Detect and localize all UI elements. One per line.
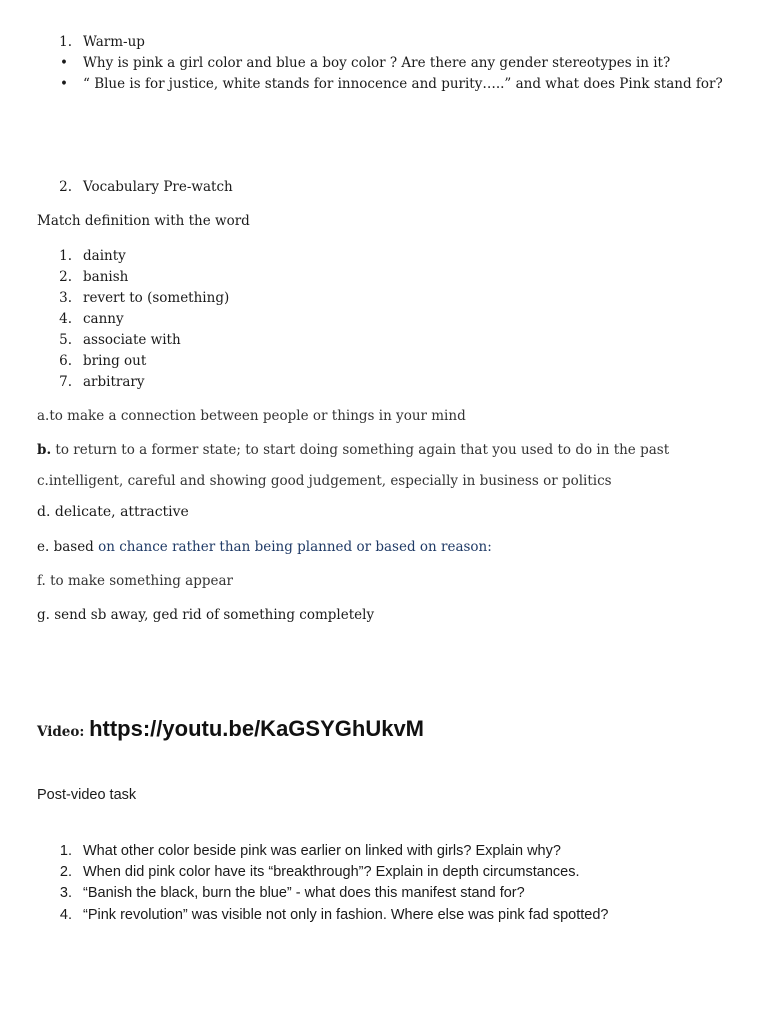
vocab-word: revert to (something) <box>83 290 230 306</box>
warmup-heading: Warm-up <box>83 34 145 50</box>
definition-e-text: on chance rather than being planned or based on reason: <box>98 539 492 555</box>
definition-f: f. to make something appear <box>37 573 233 589</box>
list-number: 1. <box>59 248 72 264</box>
definition-g: g. send sb away, ged rid of something completely <box>37 607 375 623</box>
vocab-word: dainty <box>83 248 126 264</box>
list-number: 2. <box>59 864 72 880</box>
list-number: 3. <box>59 885 72 901</box>
video-line <box>37 716 424 743</box>
list-number: 7. <box>59 374 72 390</box>
bullet-icon: • <box>60 76 68 92</box>
video-link[interactable]: https://youtu.be/KaGSYGhUkvM <box>89 716 425 741</box>
vocab-heading: Vocabulary Pre-watch <box>83 179 233 195</box>
post-video-heading: Post-video task <box>37 787 137 803</box>
list-number: 4. <box>59 311 72 327</box>
question-text: When did pink color have its “breakthrough”? Explain in depth circumstances. <box>83 864 580 880</box>
vocab-word: associate with <box>83 332 181 348</box>
warmup-question-2: “ Blue is for justice, white stands for innocence and purity…..” and what does Pink stand for? <box>83 76 723 92</box>
list-number: 3. <box>59 290 72 306</box>
warmup-question-1: Why is pink a girl color and blue a boy color ? Are there any gender stereotypes in it? <box>83 55 671 71</box>
definition-d: d. delicate, attractive <box>37 504 189 520</box>
vocab-instruction: Match definition with the word <box>37 213 250 229</box>
definition-b-label: b. <box>37 442 52 458</box>
list-number: 5. <box>59 332 72 348</box>
list-number: 2. <box>59 269 72 285</box>
definition-e <box>37 537 492 558</box>
bullet-icon: • <box>60 55 68 71</box>
vocab-word: arbitrary <box>83 374 145 390</box>
video-label: Video: <box>37 724 90 740</box>
definition-a: a.to make a connection between people or things in your mind <box>37 408 466 424</box>
list-number: 6. <box>59 353 72 369</box>
vocab-word: canny <box>83 311 124 327</box>
question-text: “Pink revolution” was visible not only in fashion. Where else was pink fad spotted? <box>83 907 609 923</box>
vocab-word: bring out <box>83 353 147 369</box>
definition-e-label: e. based <box>37 539 99 555</box>
list-number: 1. <box>59 843 72 859</box>
warmup-number: 1. <box>59 34 72 50</box>
definition-b <box>37 440 669 461</box>
definition-b-text: to return to a former state; to start doing something again that you used to do in the past <box>51 442 670 458</box>
question-text: “Banish the black, burn the blue” - what does this manifest stand for? <box>83 885 525 901</box>
definition-c: c.intelligent, careful and showing good judgement, especially in business or politics <box>37 473 612 489</box>
vocab-word: banish <box>83 269 129 285</box>
question-text: What other color beside pink was earlier on linked with girls? Explain why? <box>83 843 561 859</box>
list-number: 4. <box>59 907 72 923</box>
vocab-number: 2. <box>59 179 72 195</box>
